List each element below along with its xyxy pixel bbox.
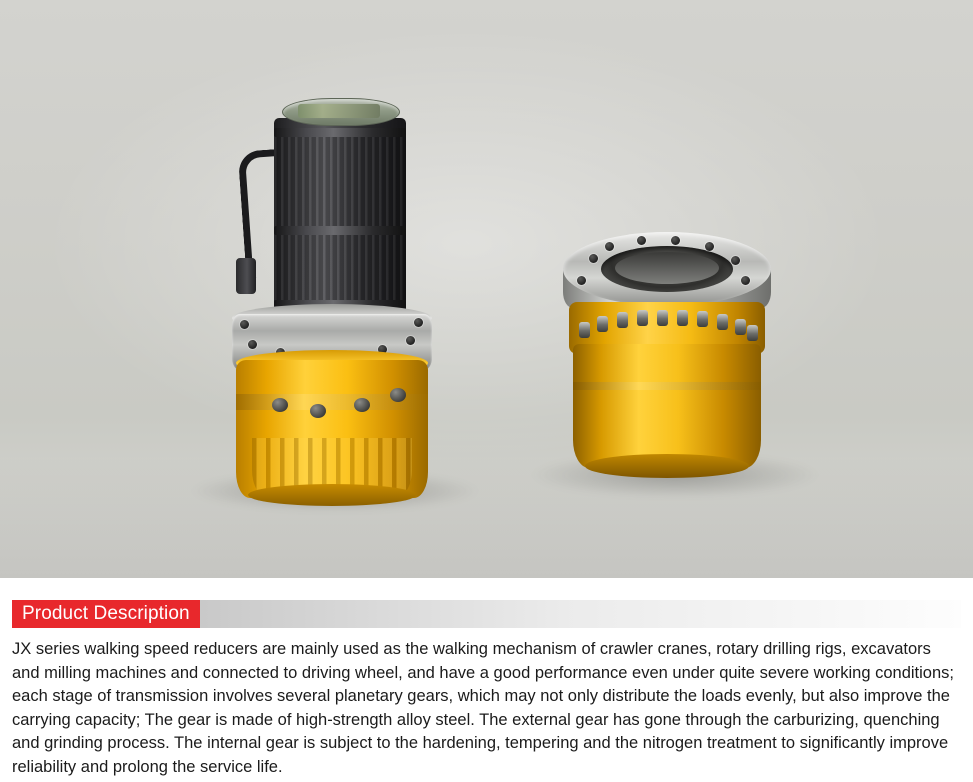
collar-bolt <box>717 314 728 330</box>
right-flange-bolt <box>605 242 614 251</box>
section-header-bar <box>12 600 961 628</box>
right-flange-bolt <box>741 276 750 285</box>
collar-bolt <box>579 322 590 338</box>
gearbox-port <box>272 398 288 412</box>
right-bolt-circle <box>575 310 759 332</box>
flange-bolt <box>414 318 423 327</box>
motor-cooling-fins <box>274 134 406 302</box>
motor-nameplate <box>298 104 380 118</box>
right-flange-bolt <box>731 256 740 265</box>
right-flange-bolt <box>705 242 714 251</box>
motor-band-top <box>274 128 406 137</box>
photo-floor-gradient <box>0 458 973 578</box>
collar-bolt <box>597 316 608 332</box>
collar-bolt <box>677 310 688 326</box>
right-flange-bolt <box>589 254 598 263</box>
collar-bolt <box>637 310 648 326</box>
gearbox-port <box>354 398 370 412</box>
right-drum-bottom-face <box>585 454 749 478</box>
flange-bolt <box>248 340 257 349</box>
gearbox-bottom-face <box>248 484 416 506</box>
motor-connector <box>236 258 256 294</box>
product-description-text: JX series walking speed reducers are mainly used as the walking mechanism of crawler cranes, rotary drilling rigs, excavators and milling machines and connected to driving wheel, and have a good performance even under quite severe working conditions; each stage of transmission involves several planetary gears, which may not only distribute the loads evenly, but also improve the carrying capacity; The gear is made of high-strength alloy steel. The external gear has gone through the carburizing, quenching and grinding process. The internal gear is subject to the hardening, tempering and the nitrogen treatment to significantly improve reliability and prolong the service life. <box>12 640 954 776</box>
gearbox-port <box>390 388 406 402</box>
section-title: Product Description <box>12 600 200 628</box>
right-center-bore <box>615 252 719 284</box>
collar-bolt <box>657 310 668 326</box>
right-drum-ring <box>573 382 761 390</box>
motor-band-middle <box>274 226 406 235</box>
left-reducer-unit <box>214 98 444 498</box>
collar-bolt <box>747 325 758 341</box>
gearbox-port <box>310 404 326 418</box>
right-reducer-unit <box>545 232 790 494</box>
collar-bolt <box>617 312 628 328</box>
flange-bolt <box>406 336 415 345</box>
right-flange-bolt <box>577 276 586 285</box>
right-flange-bolt <box>671 236 680 245</box>
collar-bolt <box>735 319 746 335</box>
collar-bolt <box>697 311 708 327</box>
flange-bolt <box>240 320 249 329</box>
right-flange-bolt <box>637 236 646 245</box>
right-gearbox-drum <box>573 344 761 468</box>
